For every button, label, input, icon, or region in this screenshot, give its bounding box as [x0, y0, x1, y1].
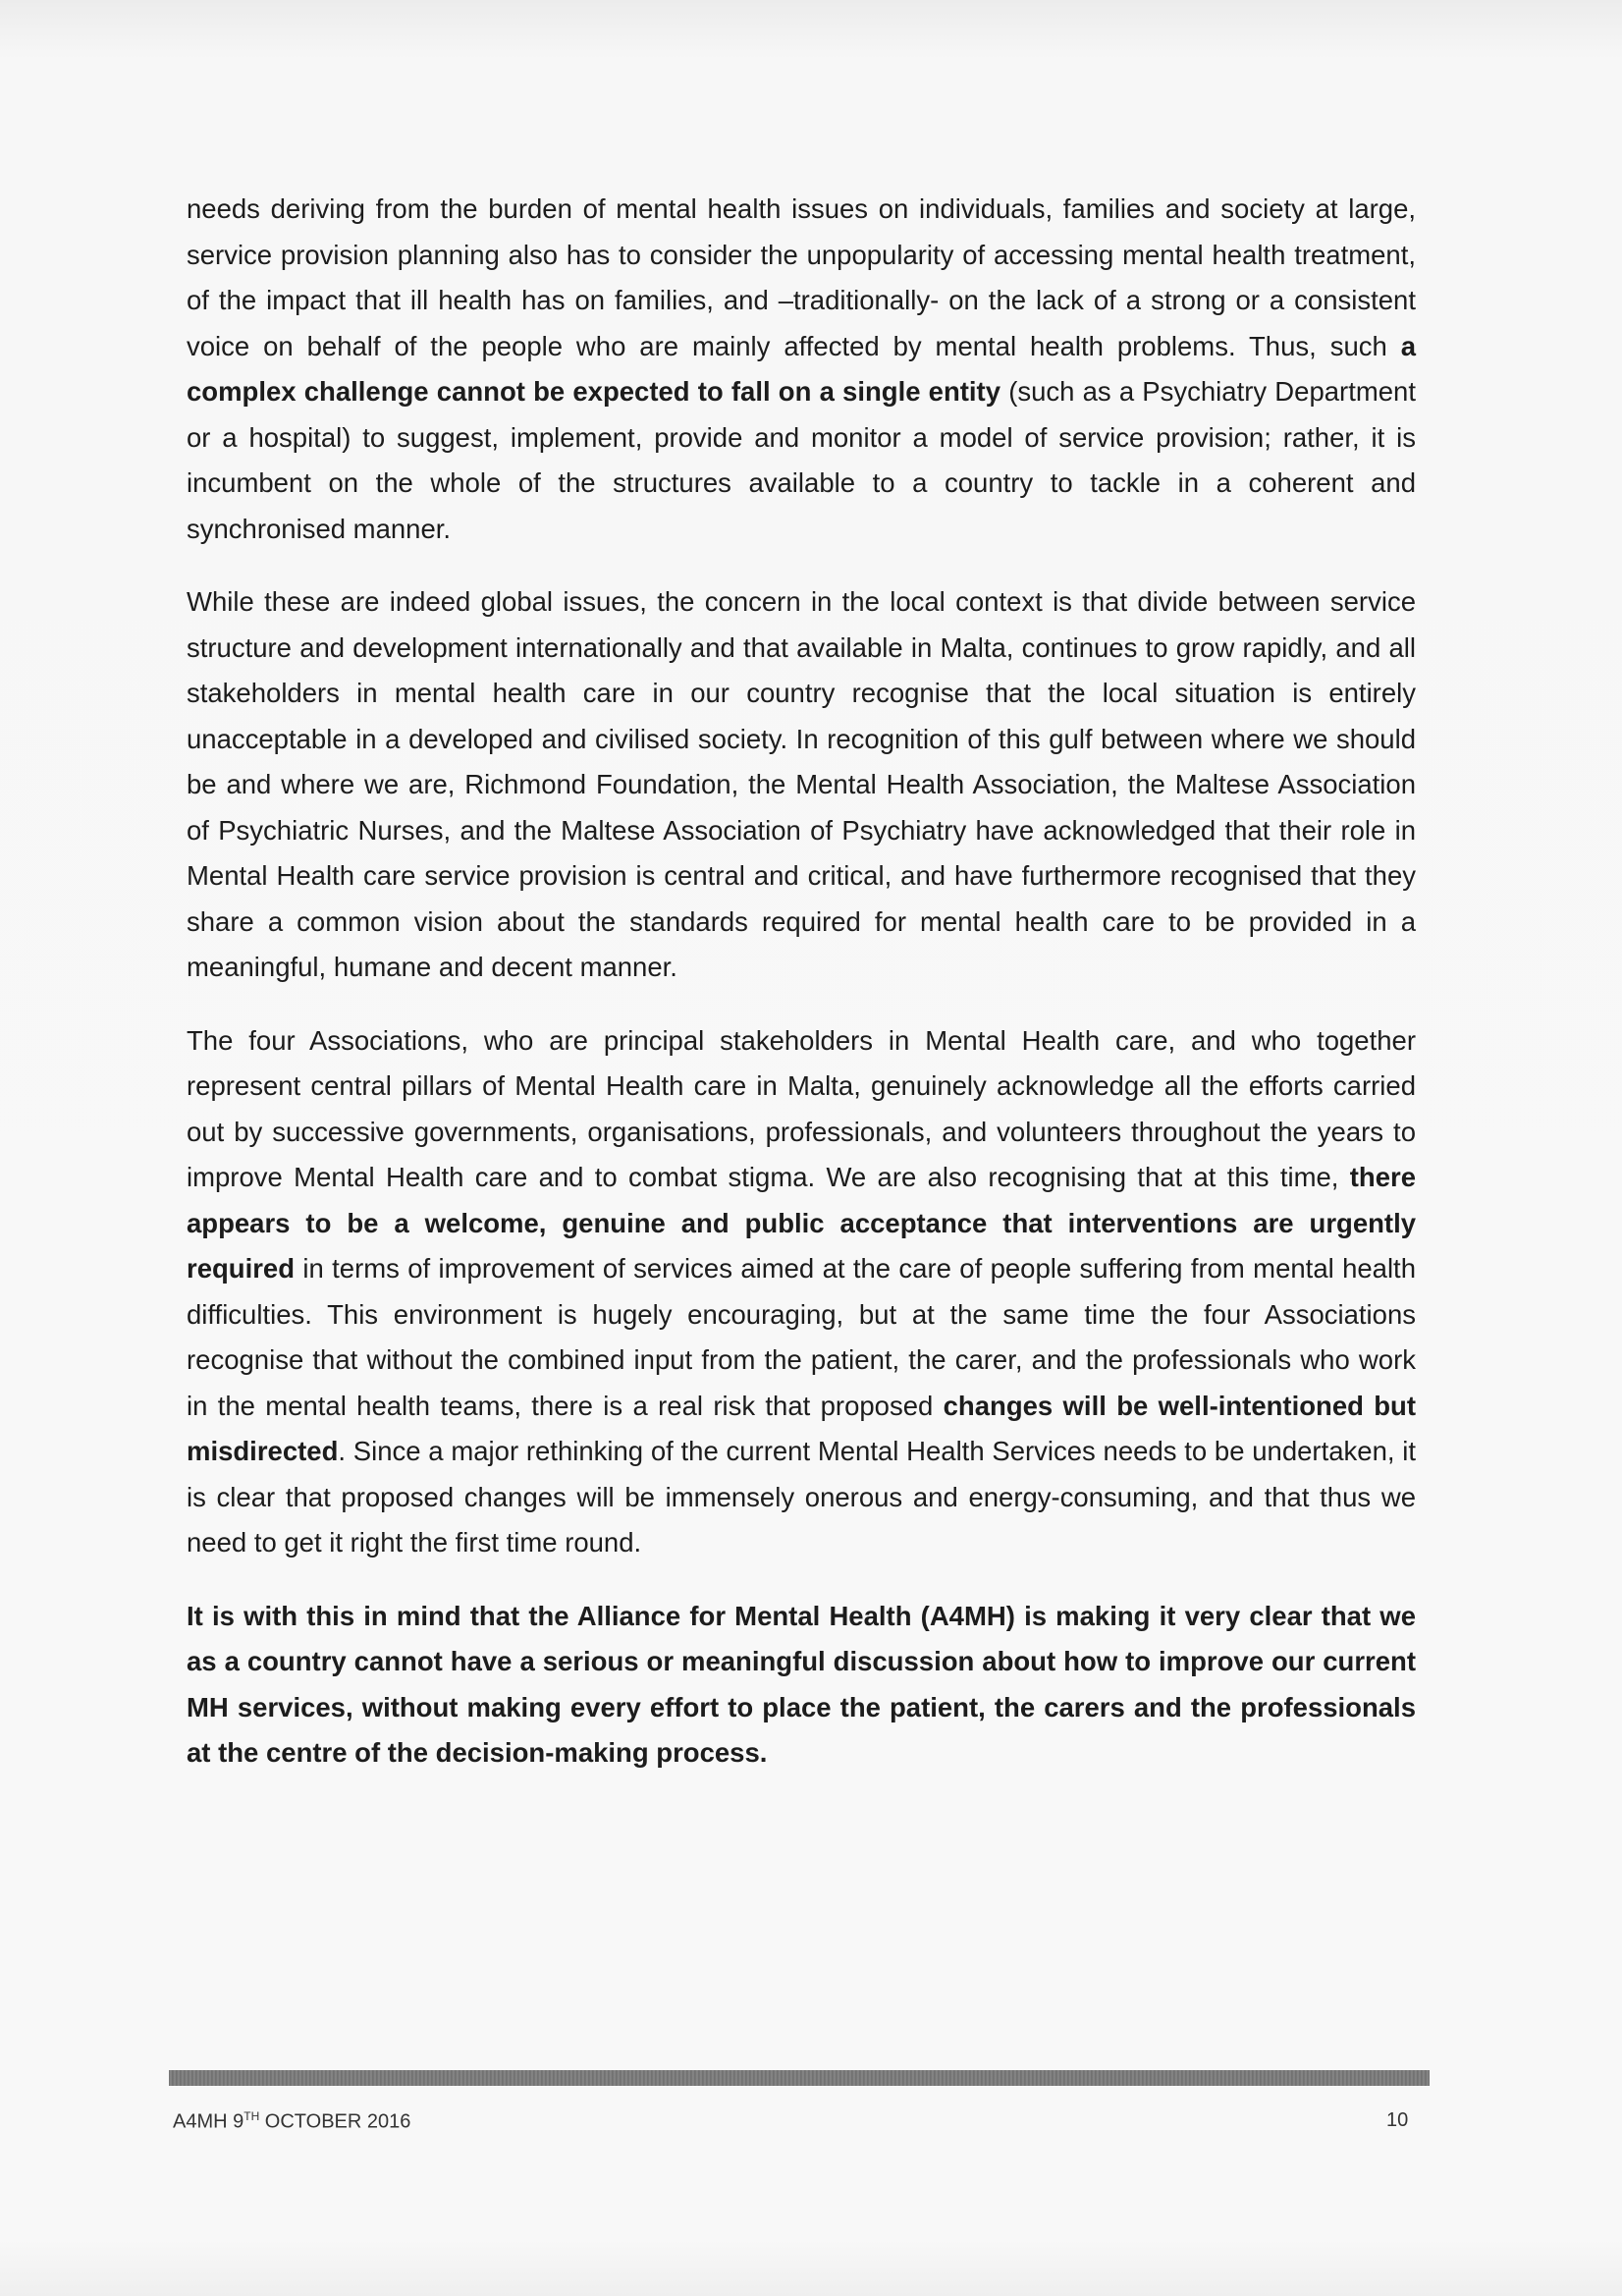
- paragraph: [187, 187, 1416, 552]
- bold-text-segment: a complex challenge cannot be expected to fall on a single entity: [187, 330, 1416, 407]
- bold-text-segment: changes will be well-intentioned but misdirected: [187, 1390, 1417, 1466]
- paragraph: [187, 579, 1416, 991]
- paragraph: [187, 1018, 1416, 1566]
- bold-text-segment: It is with this in mind that the Alliance for Mental Health (A4MH) is making it very clear that we as a country cannot have a serious or meaningful discussion about how to improve our current MH services, without making every effort to place the patient, the carers and the professionals at the centre of the decision-making process.: [187, 1600, 1416, 1768]
- text-segment: The four Associations, who are principal stakeholders in Mental Health care, and who together represent central pillars of Mental Health care in Malta, genuinely acknowledge all the efforts carried out by successive governments, organisations, professionals, and volunteers throughout the years to improve Mental Health care and to combat stigma. We are also recognising that at this time,: [187, 1024, 1416, 1192]
- text-segment: (such as a Psychiatry Department or a hospital) to suggest, implement, provide and monitor a model of service provision; rather, it is incumbent on the whole of the structures available to a country to tackle in a coherent and synchronised manner.: [187, 376, 1416, 544]
- text-segment: in terms of improvement of services aimed at the care of people suffering from mental health difficulties. This environment is hugely encouraging, but at the same time the four Associations recognise that without the combined input from the patient, the carer, and the professionals who work in the mental health teams, there is a real risk that proposed: [187, 1253, 1416, 1421]
- footer-rule: [169, 2070, 1430, 2086]
- conclusion-paragraph: [187, 1594, 1416, 1777]
- body-text: [187, 187, 1416, 1804]
- bold-text-segment: there appears to be a welcome, genuine and public acceptance that interventions are urgently required: [187, 1162, 1416, 1284]
- footer-date: A4MH 9TH OCTOBER 2016: [173, 2109, 411, 2133]
- page-number: 10: [1386, 2109, 1409, 2131]
- text-segment: While these are indeed global issues, the concern in the local context is that divide between service structure and development internationally and that available in Malta, continues to grow rapidly, and all stakeholders in mental health care in our country recognise that the local situation is entirely unacceptable in a developed and civilised society. In recognition of this gulf between where we should be and where we are, Richmond Foundation, the Mental Health Association, the Maltese Association of Psychiatric Nurses, and the Maltese Association of Psychiatry have acknowledged that their role in Mental Health care service provision is central and critical, and have furthermore recognised that they share a common vision about the standards required for mental health care to be provided in a meaningful, humane and decent manner.: [187, 586, 1416, 982]
- text-segment: . Since a major rethinking of the current Mental Health Services needs to be undertaken, it is clear that proposed changes will be immensely onerous and energy-consuming, and that thus we need to get it right the first time round.: [187, 1436, 1416, 1558]
- text-segment: needs deriving from the burden of mental health issues on individuals, families and society at large, service provision planning also has to consider the unpopularity of accessing mental health treatment, of the impact that ill health has on families, and –traditionally- on the lack of a strong or a consistent voice on behalf of the people who are mainly affected by mental health problems. Thus, such: [187, 193, 1416, 361]
